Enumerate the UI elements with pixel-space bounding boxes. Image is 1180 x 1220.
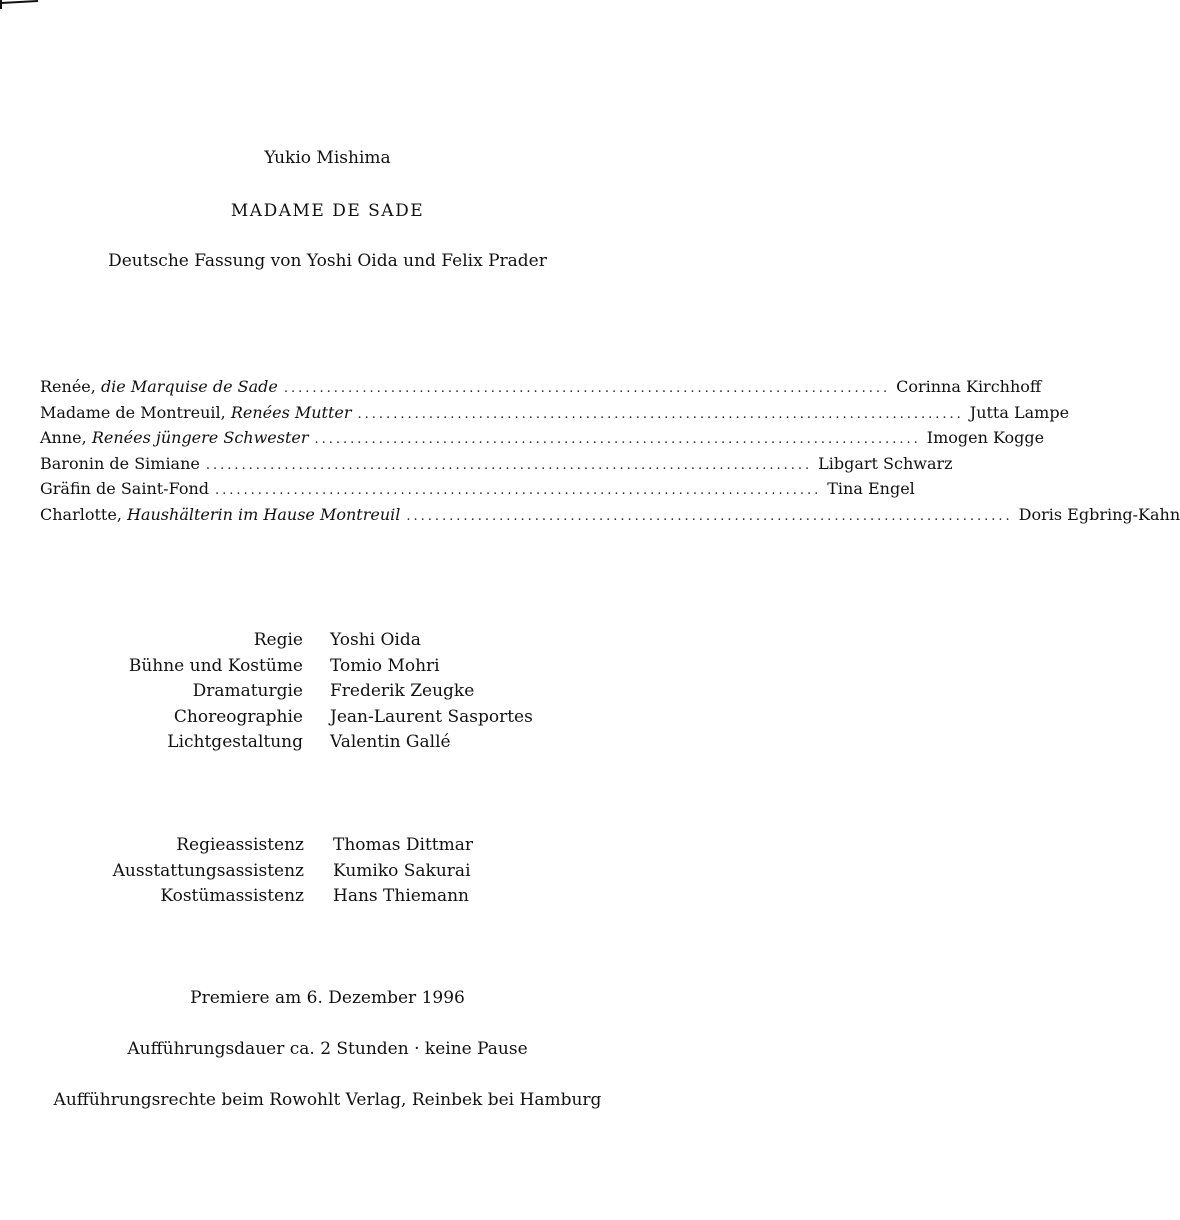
credit-name: Thomas Dittmar: [333, 835, 474, 855]
role-name: Baronin de Simiane: [40, 453, 200, 473]
credit-row: [0, 656, 655, 682]
cast-row: [40, 402, 1070, 429]
credit-row: [0, 835, 655, 861]
credit-name: Yoshi Oida: [330, 630, 421, 650]
leader-dots: .....................................................................................: [215, 483, 822, 498]
actor-name: Corinna Kirchhoff: [896, 377, 1042, 396]
credit-name: Valentin Gallé: [330, 732, 451, 752]
cast-row: [40, 504, 1180, 531]
scan-corner-mark: [0, 0, 40, 10]
cast-row: [40, 479, 915, 505]
role-name: Anne,: [40, 428, 87, 447]
leader-dots: .....................................................................................: [205, 457, 813, 473]
role-name: Madame de Montreuil,: [40, 402, 226, 422]
credit-row: [0, 707, 655, 733]
credit-name: Jean-Laurent Sasportes: [330, 706, 533, 727]
role-detail: Renées jüngere Schwester: [91, 428, 309, 447]
cast-row: [40, 453, 953, 480]
cast-role: [40, 505, 400, 524]
leader-dots: .....................................................................................: [357, 406, 964, 422]
author-name: Yukio Mishima: [264, 148, 391, 168]
role-name: Gräfin de Saint-Fond: [40, 479, 209, 498]
credit-name: Tomio Mohri: [330, 655, 440, 676]
credit-label: Lichtgestaltung: [167, 732, 303, 752]
performance-duration: Aufführungsdauer ca. 2 Stunden · keine Pause: [127, 1039, 528, 1059]
credit-row: [0, 732, 655, 758]
cast-list: [40, 377, 1180, 530]
credit-name: Frederik Zeugke: [330, 681, 475, 701]
role-detail: Renées Mutter: [230, 402, 352, 422]
credit-label: Dramaturgie: [192, 681, 303, 701]
premiere-date: Premiere am 6. Dezember 1996: [190, 988, 465, 1008]
cast-role: [40, 454, 200, 473]
role-detail: Haushälterin im Hause Montreuil: [127, 504, 401, 524]
credit-row: [0, 886, 655, 912]
performance-rights: Aufführungsrechte beim Rowohlt Verlag, Reinbek bei Hamburg: [53, 1090, 602, 1110]
credit-label: Bühne und Kostüme: [128, 655, 303, 676]
cast-role: [40, 403, 352, 422]
role-name: Renée,: [40, 377, 96, 396]
leader-dots: .....................................................................................: [314, 432, 921, 447]
creative-team-list: [0, 630, 655, 758]
credit-label: Kostümassistenz: [160, 886, 304, 906]
assistants-list: [0, 835, 655, 912]
credit-row: [0, 861, 655, 887]
cast-role: [40, 377, 278, 396]
actor-name: Imogen Kogge: [926, 428, 1045, 447]
actor-name: Jutta Lampe: [969, 402, 1070, 422]
actor-name: Doris Egbring-Kahn: [1018, 504, 1180, 524]
credit-label: Regie: [253, 630, 303, 650]
credit-name: Hans Thiemann: [333, 886, 469, 906]
cast-row: [40, 428, 1045, 454]
credit-label: Choreographie: [173, 706, 303, 727]
actor-name: Libgart Schwarz: [818, 453, 953, 473]
cast-row: [40, 377, 1042, 403]
play-title: MADAME DE SADE: [230, 201, 425, 221]
credit-row: [0, 681, 655, 707]
leader-dots: .....................................................................................: [283, 381, 891, 396]
actor-name: Tina Engel: [827, 479, 915, 498]
credit-row: [0, 630, 655, 656]
cast-role: [40, 428, 309, 447]
credit-label: Ausstattungsassistenz: [112, 860, 304, 881]
role-name: Charlotte,: [40, 504, 122, 524]
leader-dots: .....................................................................................: [406, 508, 1013, 524]
cast-role: [40, 479, 209, 498]
credit-name: Kumiko Sakurai: [333, 860, 471, 881]
translation-credit: Deutsche Fassung von Yoshi Oida und Felix Prader: [108, 251, 547, 271]
credit-label: Regieassistenz: [176, 835, 304, 855]
role-detail: die Marquise de Sade: [100, 377, 278, 396]
